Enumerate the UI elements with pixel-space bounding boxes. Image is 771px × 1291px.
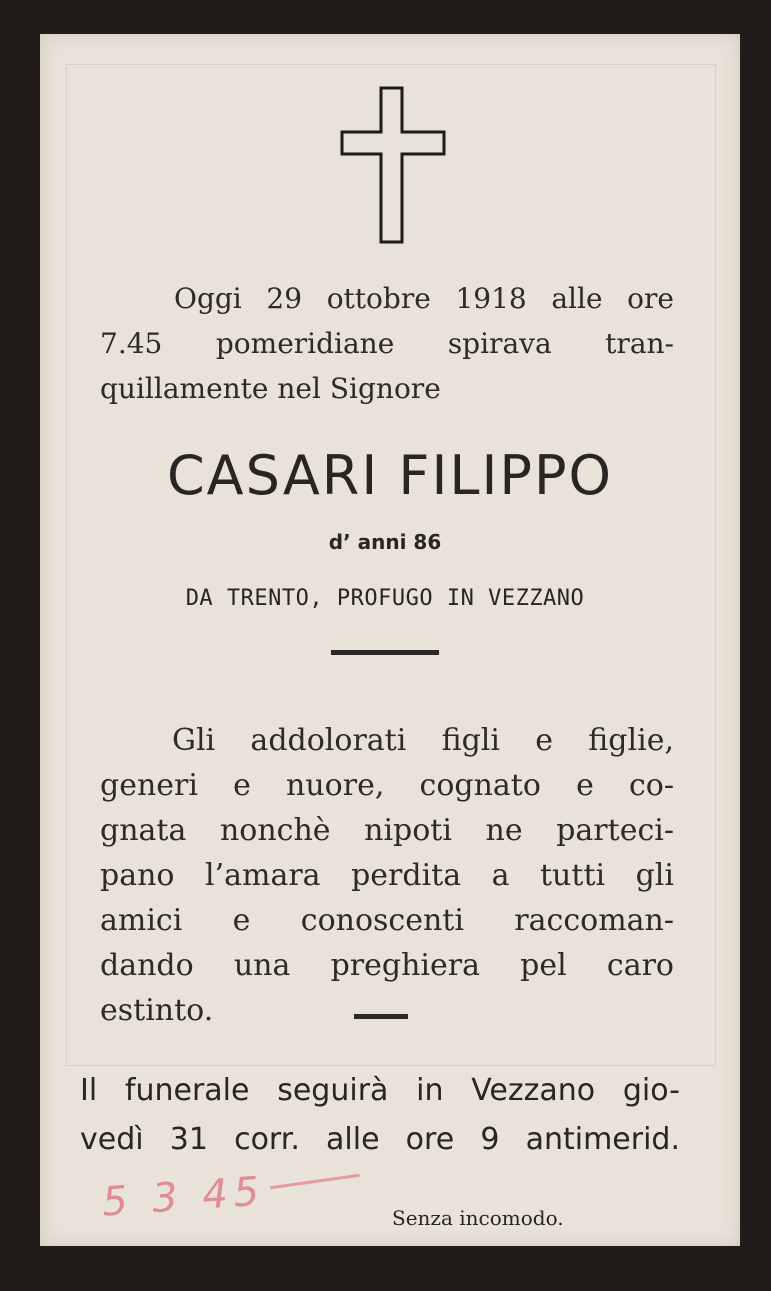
handwritten-stroke bbox=[270, 1174, 360, 1189]
body-line: gnata nonchè nipoti ne parteci- bbox=[100, 813, 674, 848]
body-line: Gli addolorati figli e figlie, bbox=[172, 723, 674, 758]
intro-line: quillamente nel Signore bbox=[100, 372, 441, 405]
intro-paragraph bbox=[100, 276, 674, 411]
funeral-line: Il funerale seguirà in Vezzano gio- bbox=[80, 1073, 680, 1108]
closing-note: Senza incomodo. bbox=[392, 1206, 564, 1230]
body-paragraph bbox=[100, 718, 674, 1033]
funeral-notice bbox=[80, 1066, 680, 1164]
body-line: pano l’amara perdita a tutti gli bbox=[100, 858, 674, 893]
memorial-card bbox=[40, 34, 740, 1246]
body-line: estinto. bbox=[100, 993, 214, 1028]
intro-line: 7.45 pomeridiane spirava tran- bbox=[100, 327, 674, 360]
deceased-name: CASARI FILIPPO bbox=[166, 444, 614, 507]
deceased-age: d’ anni 86 bbox=[328, 530, 442, 554]
deceased-origin: DA TRENTO, PROFUGO IN VEZZANO bbox=[185, 586, 585, 611]
funeral-line: vedì 31 corr. alle ore 9 antimerid. bbox=[80, 1122, 680, 1157]
body-line: generi e nuore, cognato e co- bbox=[100, 768, 674, 803]
body-line: amici e conoscenti raccoman- bbox=[100, 903, 674, 938]
divider-rule-short bbox=[354, 1014, 408, 1019]
handwritten-note: 5 3 45 bbox=[100, 1168, 267, 1226]
intro-line: Oggi 29 ottobre 1918 alle ore bbox=[174, 282, 674, 315]
body-line: dando una preghiera pel caro bbox=[100, 948, 674, 983]
divider-rule bbox=[331, 650, 439, 655]
cross-icon bbox=[338, 84, 448, 246]
